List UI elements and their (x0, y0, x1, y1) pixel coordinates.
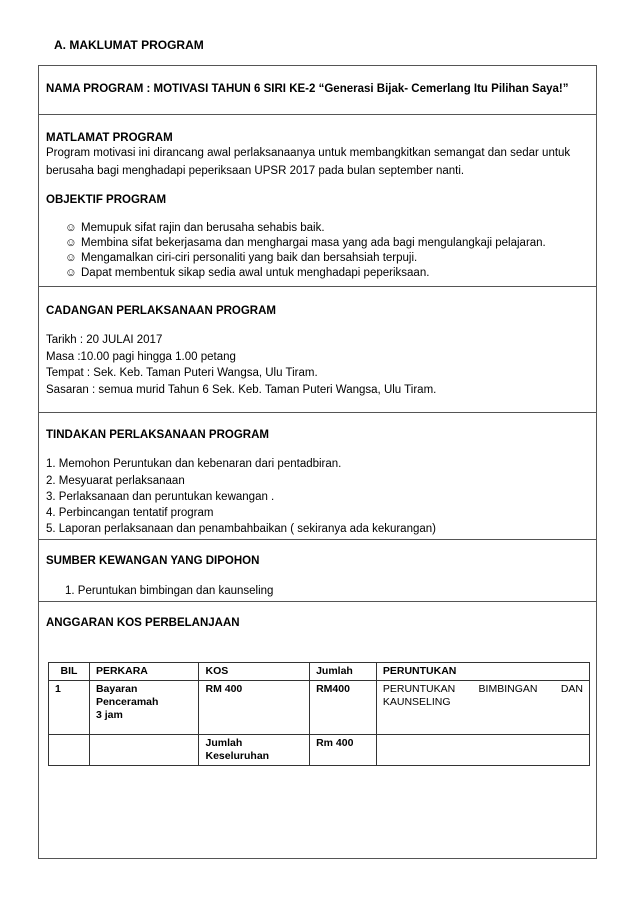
smiley-icon: ☺ (65, 252, 77, 264)
objektif-text: Memupuk sifat rajin dan berusaha sehabis baik. (81, 222, 325, 234)
cell-jumlah: RM400 (310, 681, 377, 735)
cell-peruntukan (376, 681, 589, 735)
objektif-text: Dapat membentuk sikap sedia awal untuk menghadapi peperiksaan. (81, 267, 430, 279)
cell-perkara (89, 681, 199, 735)
objektif-item (65, 236, 546, 250)
table-header-row (49, 663, 590, 681)
smiley-icon: ☺ (65, 267, 77, 279)
program-form (38, 65, 597, 859)
objektif-text: Membina sifat bekerjasama dan menghargai masa yang ada bagi mengulangkaji pelajaran. (81, 237, 546, 249)
objektif-item (65, 266, 429, 280)
tarikh: Tarikh : 20 JULAI 2017 (46, 334, 163, 346)
tindakan-item: 3. Perlaksanaan dan peruntukan kewangan . (46, 491, 275, 503)
col-perkara: PERKARA (89, 663, 199, 681)
perkara-line: Bayaran Penceramah (95, 683, 159, 708)
nama-program-section (39, 66, 596, 115)
sumber-item: 1. Peruntukan bimbingan dan kaunseling (65, 585, 274, 597)
col-peruntukan: PERUNTUKAN (376, 663, 589, 681)
total-value: Rm 400 (310, 735, 377, 766)
total-label: Jumlah Keseluruhan (199, 735, 310, 766)
matlamat-title: MATLAMAT PROGRAM (46, 132, 173, 144)
matlamat-section (39, 114, 596, 287)
table-total-row (49, 735, 590, 766)
objektif-item (65, 221, 325, 235)
matlamat-text-1: Program motivasi ini dirancang awal perlaksanaanya untuk membangkitkan semangat dan sedar untuk (46, 147, 571, 159)
perkara-line: 3 jam (95, 709, 123, 721)
anggaran-title: ANGGARAN KOS PERBELANJAAN (46, 617, 240, 629)
cadangan-section (39, 286, 596, 413)
cell-kos: RM 400 (199, 681, 310, 735)
tindakan-section (39, 412, 596, 540)
cell-empty (49, 735, 90, 766)
peruntukan-line: KAUNSELING (382, 696, 451, 708)
cadangan-title: CADANGAN PERLAKSANAAN PROGRAM (46, 305, 276, 317)
objektif-title: OBJEKTIF PROGRAM (46, 194, 167, 206)
objektif-item (65, 251, 417, 265)
tindakan-item: 1. Memohon Peruntukan dan kebenaran dari pentadbiran. (46, 458, 342, 470)
table-row (49, 681, 590, 735)
tempat: Tempat : Sek. Keb. Taman Puteri Wangsa, Ulu Tiram. (46, 367, 318, 379)
col-bil: BIL (49, 663, 90, 681)
col-kos: KOS (199, 663, 310, 681)
peruntukan-line: PERUNTUKAN BIMBINGAN DAN (382, 683, 583, 695)
cell-bil: 1 (49, 681, 90, 735)
tindakan-item: 4. Perbincangan tentatif program (46, 507, 214, 519)
matlamat-text-2: berusaha bagi menghadapi peperiksaan UPSR 2017 pada bulan september nanti. (46, 165, 465, 177)
section-a-title: A. MAKLUMAT PROGRAM (54, 38, 204, 52)
cell-empty (376, 735, 589, 766)
tindakan-item: 5. Laporan perlaksanaan dan penambahbaikan ( sekiranya ada kekurangan) (46, 523, 436, 535)
sumber-title: SUMBER KEWANGAN YANG DIPOHON (46, 555, 260, 567)
tindakan-item: 2. Mesyuarat perlaksanaan (46, 475, 185, 487)
nama-program: NAMA PROGRAM : MOTIVASI TAHUN 6 SIRI KE-2 “Generasi Bijak- Cemerlang Itu Pilihan Saya!” (46, 83, 569, 95)
sumber-section (39, 539, 596, 602)
col-jumlah: Jumlah (310, 663, 377, 681)
smiley-icon: ☺ (65, 222, 77, 234)
sasaran: Sasaran : semua murid Tahun 6 Sek. Keb. Taman Puteri Wangsa, Ulu Tiram. (46, 384, 437, 396)
smiley-icon: ☺ (65, 237, 77, 249)
cost-table (48, 662, 590, 766)
cell-empty (89, 735, 199, 766)
objektif-text: Mengamalkan ciri-ciri personaliti yang baik dan bersahsiah terpuji. (81, 252, 418, 264)
masa: Masa :10.00 pagi hingga 1.00 petang (46, 351, 236, 363)
tindakan-title: TINDAKAN PERLAKSANAAN PROGRAM (46, 429, 269, 441)
